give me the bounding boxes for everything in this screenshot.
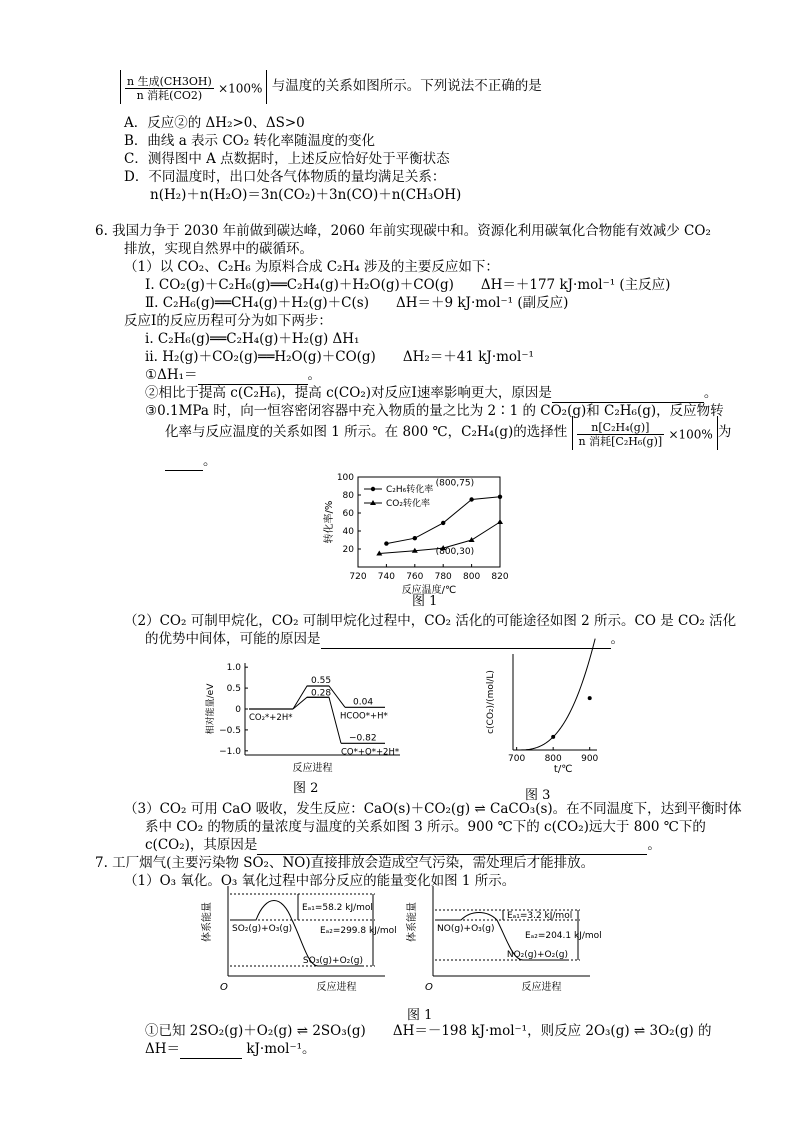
ea1-label: Eₐ₁=3.2 kJ/mol: [507, 911, 573, 921]
x-tick-label: 740: [377, 572, 395, 582]
answer-blank[interactable]: [165, 452, 203, 471]
fig1-caption: 图 1: [412, 594, 438, 609]
x-tick-label: 800: [463, 572, 481, 582]
y-tick-label: −1.0: [219, 746, 241, 757]
value-label: −0.82: [349, 733, 377, 744]
unit: kJ·mol⁻¹。: [246, 1041, 316, 1057]
fig2-caption: 图 2: [293, 781, 319, 796]
data-point: [441, 521, 445, 525]
reaction-1: Ⅰ. CO₂(g)＋C₂H₆(g)══C₂H₄(g)＋H₂O(g)＋CO(g) ΔH＝＋177 kJ·mol⁻¹ (主反应): [145, 277, 671, 293]
y-axis-label: 转化率/%: [324, 500, 335, 544]
y-axis-label: 体系能量: [407, 902, 418, 942]
product-label: NO₂(g)+O₂(g): [506, 950, 568, 960]
mechanism-intro: 反应Ⅰ的反应历程可分为如下两步：: [124, 313, 332, 329]
q7-part1: （1）O₃ 氧化。O₃ 氧化过程中部分反应的能量变化如图 1 所示。: [124, 873, 516, 889]
data-point: [413, 536, 417, 540]
fraction-tail: ×100%: [218, 81, 263, 95]
x-tick-label: 700: [508, 754, 526, 764]
legend-marker: [371, 487, 375, 491]
selectivity-bracket: [572, 416, 718, 450]
level-label: CO*+O*+2H*: [341, 747, 400, 758]
fraction-numerator: n 生成(CH3OH): [127, 74, 212, 88]
selectivity-fraction: [577, 421, 665, 448]
y-tick-label: 0.5: [226, 684, 241, 695]
answer-blank[interactable]: [321, 630, 611, 649]
option-c: C．测得图中 A 点数据时，上述反应恰好处于平衡状态: [124, 151, 450, 167]
data-point: [588, 696, 592, 700]
data-point: [497, 519, 503, 524]
q6-part3-b: 系中 CO₂ 的物质的量浓度与温度的关系如图 3 所示。900 ℃下的 c(CO₂)远大于 800 ℃下的: [145, 819, 706, 835]
y-axis-label: 相对能量/eV: [206, 683, 216, 735]
q6-part2-b: [145, 630, 624, 649]
fraction-denominator: n 消耗(CO2): [136, 88, 203, 102]
relative-energy-chart: [205, 655, 405, 780]
q2-text: ②相比于提高 c(C₂H₆)，提高 c(CO₂)对反应Ⅰ速率影响更大，原因是: [145, 385, 552, 401]
q7-question-1a: ①已知 2SO₂(g)＋O₂(g) ⇌ 2SO₃(g) ΔH＝－198 kJ·mol⁻¹，则反应 2O₃(g) ⇌ 3O₂(g) 的: [145, 1023, 712, 1039]
ea2-label: Eₐ₂=299.8 kJ/mol: [320, 926, 397, 936]
answer-blank[interactable]: [180, 1040, 242, 1059]
so2-energy-diagram: [200, 880, 400, 1005]
co2-concentration-chart: [485, 650, 605, 775]
question-stem-tail: 与温度的关系如图所示。下列说法不正确的是: [271, 78, 542, 94]
legend-label: C₂H₆转化率: [386, 485, 434, 495]
q6-intro-1: 6. 我国力争于 2030 年前做到碳达峰，2060 年前实现碳中和。资源化利用碳氧化合物能有效减少 CO₂: [95, 223, 711, 239]
option-d: D．不同温度时，出口处各气体物质的量均满足关系：: [124, 169, 446, 185]
q3-after: 为: [717, 424, 732, 440]
conversion-chart: [320, 465, 520, 605]
q6-question-3a: ③0.1MPa 时，向一恒容密闭容器中充入物质的量之比为 2∶1 的 CO₂(g)和 C₂H₆(g)，反应物转: [145, 403, 724, 419]
x-axis-label: 反应进程: [316, 982, 357, 993]
no-energy-diagram: [405, 880, 615, 1005]
step-1: ⅰ. C₂H₆(g)══C₂H₄(g)＋H₂(g) ΔH₁: [145, 331, 360, 347]
q7-question-1b: [145, 1040, 316, 1059]
answer-blank[interactable]: [198, 366, 308, 385]
y-axis-label: c(CO₂)/(mol/L): [486, 670, 496, 734]
dh-label: ΔH＝: [145, 1041, 181, 1057]
period: 。: [703, 385, 718, 401]
part3-text: c(CO₂)，其原因是: [145, 837, 258, 853]
q6-question-1: [145, 366, 321, 385]
data-point: [384, 541, 388, 545]
period: 。: [610, 631, 624, 647]
y-tick-label: 40: [342, 527, 354, 537]
x-tick-label: 760: [406, 572, 424, 582]
y-tick-label: 100: [336, 473, 354, 483]
step-2: ⅱ. H₂(g)＋CO₂(g)══H₂O(g)＋CO(g) ΔH₂＝＋41 kJ·mol⁻¹: [145, 349, 534, 365]
y-tick-label: 20: [342, 545, 354, 555]
x-axis-label: 反应温度/℃: [401, 585, 457, 596]
q7-fig-caption: 图 1: [407, 1008, 433, 1023]
reaction-2: Ⅱ. C₂H₆(g)══CH₄(g)＋H₂(g)＋C(s) ΔH＝＋9 kJ·mol⁻¹ (副反应): [145, 295, 569, 311]
q6-intro-2: 排放，实现自然界中的碳循环。: [124, 241, 313, 257]
q6-part3-a: （3）CO₂ 可用 CaO 吸收，发生反应：CaO(s)＋CO₂(g) ⇌ CaCO₃(s)。在不同温度下，达到平衡时体: [124, 801, 742, 817]
value-label: 0.55: [311, 676, 332, 686]
option-b: B．曲线 a 表示 CO₂ 转化率随温度的变化: [124, 133, 375, 149]
path-lower: [293, 697, 341, 743]
answer-blank[interactable]: [257, 836, 647, 855]
period: 。: [203, 453, 217, 469]
y-tick-label: 80: [342, 491, 354, 501]
value-label: 0.28: [311, 688, 332, 699]
q6-question-3-blank: [165, 452, 217, 471]
part2-text: 的优势中间体，可能的原因是: [145, 631, 321, 647]
product-label: SO₃(g)+O₂(g): [302, 956, 363, 966]
period: 。: [647, 837, 661, 853]
answer-blank[interactable]: [552, 384, 704, 403]
data-point: [498, 495, 502, 499]
methanol-fraction: [125, 75, 214, 102]
reactant-label: NO(g)+O₃(g): [437, 924, 495, 934]
x-tick-label: 820: [491, 572, 509, 582]
x-tick-label: 780: [434, 572, 452, 582]
x-tick-label: 800: [544, 754, 562, 764]
option-a: A．反应②的 ΔH₂>0、ΔS>0: [124, 115, 305, 131]
fraction-denominator: n 消耗[C₂H₆(g)]: [578, 434, 663, 448]
q6-part3-c: [145, 836, 661, 855]
concentration-curve: [517, 639, 596, 750]
level-label: CO₂*+2H*: [249, 713, 293, 723]
value-label: 0.04: [353, 697, 374, 708]
fraction-tail: ×100%: [668, 427, 713, 441]
fraction-numerator: n[C₂H₄(g)]: [577, 421, 665, 435]
data-point: [551, 735, 555, 739]
q7-intro: 7. 工厂烟气(主要污染物 SO₂、NO)直接排放会造成空气污染，需处理后才能排放。: [95, 855, 595, 871]
annotation: (800,75): [435, 478, 475, 489]
y-axis-label: 体系能量: [202, 902, 213, 942]
q6-question-2: [145, 384, 717, 403]
q3b-text: 化率与反应温度的关系如图 1 所示。在 800 ℃，C₂H₄(g)的选择性: [165, 424, 568, 440]
y-tick-label: 0: [235, 705, 241, 715]
q6-part2-a: （2）CO₂ 可制甲烷化，CO₂ 可制甲烷化过程中，CO₂ 活化的可能途径如图 2 所示。CO 是 CO₂ 活化: [124, 613, 737, 629]
fig3-caption: 图 3: [525, 788, 551, 803]
selectivity-fraction-line: [120, 68, 542, 104]
annotation: (800,30): [435, 547, 475, 557]
legend-label: CO₂转化率: [386, 499, 430, 509]
fraction-bracket: [120, 70, 267, 104]
dh1-label: ①ΔH₁＝: [145, 367, 198, 383]
option-d-relation: n(H₂)＋n(H₂O)＝3n(CO₂)＋3n(CO)＋n(CH₃OH): [150, 187, 462, 203]
origin-label: O: [220, 982, 228, 993]
ea1-label: Eₐ₁=58.2 kJ/mol: [302, 903, 373, 913]
x-axis-label: 反应进程: [521, 982, 562, 993]
x-tick-label: 720: [349, 572, 367, 582]
x-tick-label: 900: [581, 754, 599, 764]
reactant-label: SO₂(g)+O₃(g): [232, 924, 293, 934]
origin-label: O: [425, 982, 433, 993]
ea2-label: Eₐ₂=204.1 kJ/mol: [525, 931, 602, 941]
y-tick-label: 1.0: [226, 663, 241, 674]
period: 。: [307, 367, 322, 383]
q6-question-3b: [165, 414, 731, 450]
q6-part1-intro: （1）以 CO₂、C₂H₆ 为原料合成 C₂H₄ 涉及的主要反应如下：: [124, 259, 499, 275]
y-tick-label: 60: [342, 509, 354, 519]
x-axis-label: t/℃: [553, 764, 573, 775]
data-point: [469, 537, 475, 542]
data-point: [469, 497, 473, 501]
level-label: HCOO*+H*: [340, 711, 388, 722]
x-axis-label: 反应进程: [292, 763, 333, 774]
y-tick-label: −0.5: [219, 725, 241, 736]
